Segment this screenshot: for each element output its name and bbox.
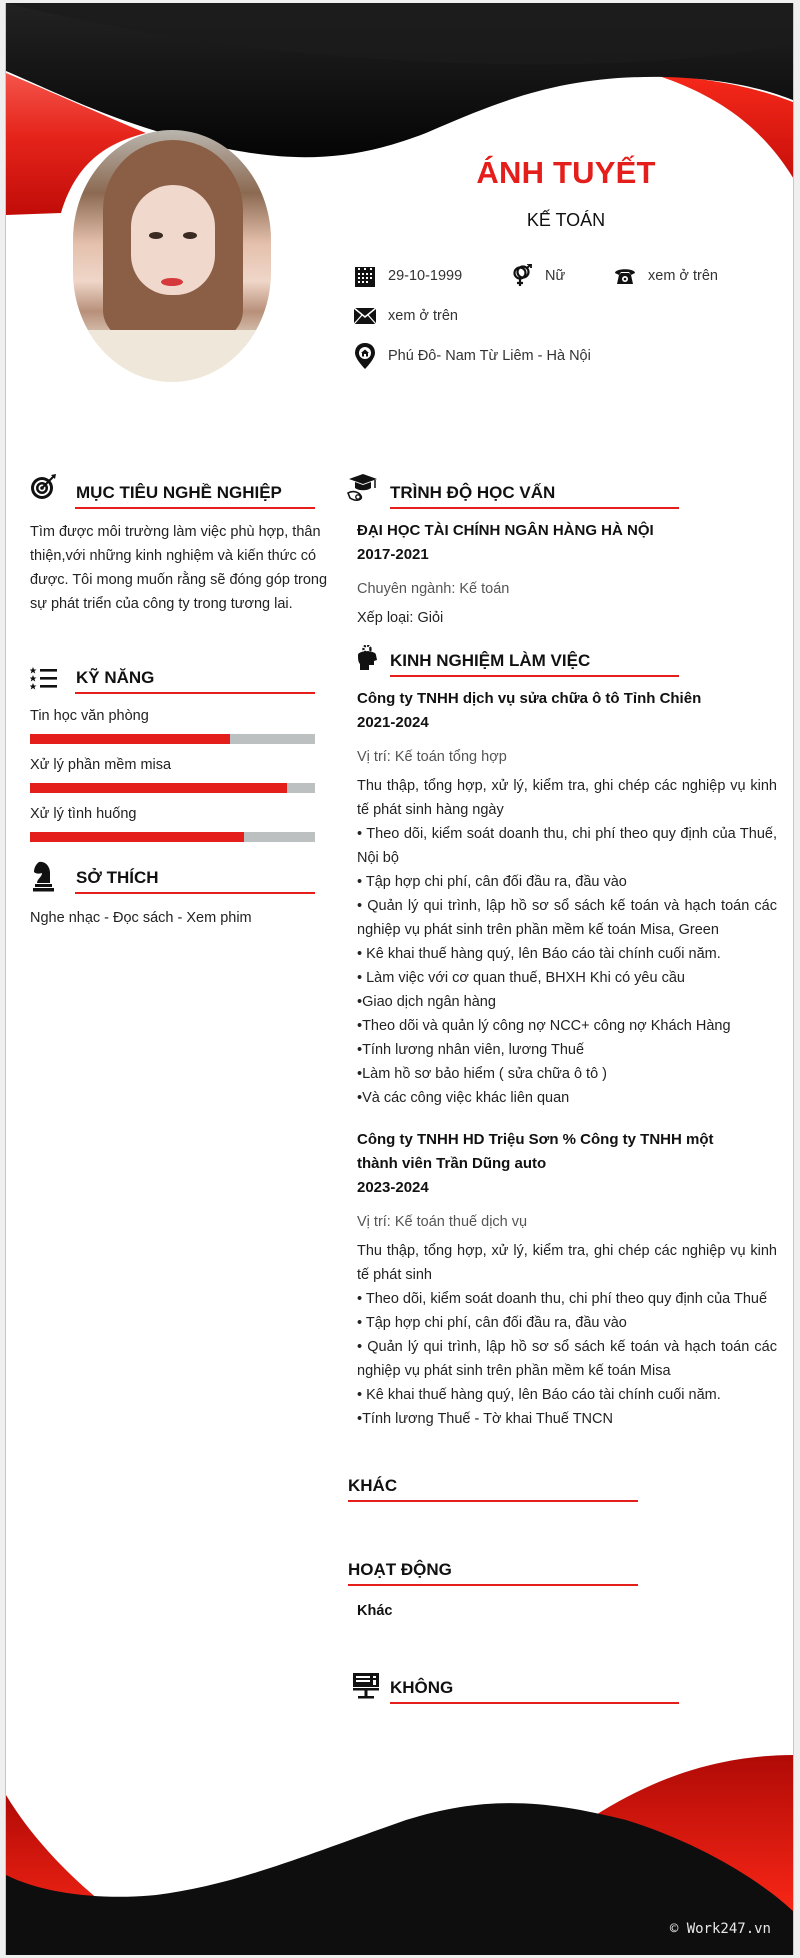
job-company: Công ty TNHH dịch vụ sửa chữa ô tô Tỉnh Chiên <box>357 690 702 707</box>
section-divider <box>75 507 315 509</box>
gender-value: Nữ <box>545 268 566 284</box>
gender-icon <box>511 265 533 287</box>
target-icon <box>30 473 58 501</box>
brand-watermark: © Work247.vn <box>669 1921 771 1937</box>
section-divider <box>390 675 679 677</box>
job-description <box>357 1239 777 1431</box>
profile-photo <box>73 130 271 382</box>
skill-progress-bar <box>30 783 315 793</box>
objective-text: Tìm được môi trường làm việc phù hợp, thân thiện,với những kinh nghiệm và kiến thức có được. Tôi mong muốn rằng sẽ đóng góp trong sự phát triển của công ty trong tương lai. <box>30 524 328 612</box>
phone-icon <box>614 265 636 287</box>
job-duty: • Kê khai thuế hàng quý, lên Báo cáo tài chính cuối năm. <box>357 1387 721 1403</box>
skill-progress-bar <box>30 832 315 842</box>
location-pin-icon <box>354 345 376 367</box>
activities-text: Khác <box>357 1603 393 1619</box>
job-duty: • Theo dõi, kiểm soát doanh thu, chi phí theo quy định của Thuế, Nội bộ <box>357 826 777 866</box>
candidate-name: ÁNH TUYẾT <box>476 155 656 190</box>
contact-phone <box>614 265 718 287</box>
calendar-icon <box>354 265 376 287</box>
education-title: TRÌNH ĐỘ HỌC VẤN <box>390 483 556 502</box>
contact-address <box>354 345 591 367</box>
job-duty: • Theo dõi, kiểm soát doanh thu, chi phí theo quy định của Thuế <box>357 1291 768 1307</box>
job-duty: • Tập hợp chi phí, cân đối đầu ra, đầu vào <box>357 874 627 890</box>
head-gear-icon <box>356 645 384 673</box>
skill-progress-bar <box>30 734 315 744</box>
hobbies-title: SỞ THÍCH <box>76 868 159 887</box>
hobbies-text: Nghe nhạc - Đọc sách - Xem phim <box>30 910 252 926</box>
education-grade: Xếp loại: Giỏi <box>357 610 444 626</box>
other-title: KHÁC <box>348 1476 398 1495</box>
cv-page <box>5 3 794 1955</box>
skill-label: Xử lý phần mềm misa <box>30 757 172 773</box>
job-position: Vị trí: Kế toán tổng hợp <box>357 749 507 765</box>
job-description <box>357 774 777 1110</box>
job-duty: •Giao dịch ngân hàng <box>357 994 496 1010</box>
phone-value: xem ở trên <box>648 268 718 284</box>
job-duty: •Tính lương nhân viên, lương Thuế <box>357 1042 585 1058</box>
job-duty: • Làm việc với cơ quan thuế, BHXH Khi có yêu cầu <box>357 970 685 986</box>
section-divider <box>75 892 315 894</box>
birthday-value: 29-10-1999 <box>388 268 463 284</box>
job-duty: •Làm hồ sơ bảo hiểm ( sửa chữa ô tô ) <box>357 1066 607 1082</box>
none-section-title: KHÔNG <box>390 1678 454 1697</box>
education-years: 2017-2021 <box>357 546 429 563</box>
contact-email <box>354 305 458 327</box>
job-duty: Thu thập, tổng hợp, xử lý, kiểm tra, ghi chép các nghiệp vụ kinh tế phát sinh hàng ngày <box>357 778 777 818</box>
section-divider <box>390 507 679 509</box>
job-duty: • Kê khai thuế hàng quý, lên Báo cáo tài chính cuối năm. <box>357 946 721 962</box>
experience-title: KINH NGHIỆM LÀM VIỆC <box>390 651 591 670</box>
graduation-cap-icon <box>347 473 379 501</box>
job-duty: • Quản lý qui trình, lập hồ sơ sổ sách kế toán và hạch toán các nghiệp vụ phát sinh trên phần mềm kế toán Misa, Green <box>357 898 777 938</box>
contact-gender <box>511 265 565 287</box>
job-duty: • Quản lý qui trình, lập hồ sơ sổ sách kế toán và hạch toán các nghiệp vụ phát sinh trên phần mềm kế toán Misa <box>357 1339 777 1379</box>
email-value: xem ở trên <box>388 308 458 324</box>
job-company: Công ty TNHH HD Triệu Sơn % Công ty TNHH một thành viên Trần Dũng auto <box>357 1131 714 1172</box>
skill-label: Tin học văn phòng <box>30 708 149 724</box>
contact-birthday <box>354 265 462 287</box>
job-title: KẾ TOÁN <box>526 210 606 230</box>
job-years: 2023-2024 <box>357 1179 429 1196</box>
job-duty: • Tập hợp chi phí, cân đối đầu ra, đầu vào <box>357 1315 627 1331</box>
section-divider <box>390 1702 679 1704</box>
job-years: 2021-2024 <box>357 714 429 731</box>
chess-knight-icon <box>32 860 60 888</box>
skill-label: Xử lý tình huống <box>30 806 137 822</box>
job-duty: Thu thập, tổng hợp, xử lý, kiểm tra, ghi chép các nghiệp vụ kinh tế phát sinh <box>357 1243 777 1283</box>
job-duty: •Tính lương Thuế - Tờ khai Thuế TNCN <box>357 1411 613 1427</box>
mail-icon <box>354 305 376 327</box>
job-duty: •Theo dõi và quản lý công nợ NCC+ công nợ Khách Hàng <box>357 1018 731 1034</box>
objective-title: MỤC TIÊU NGHỀ NGHIỆP <box>76 483 282 502</box>
section-divider <box>348 1584 638 1586</box>
section-divider <box>75 692 315 694</box>
job-duty: •Và các công việc khác liên quan <box>357 1090 570 1106</box>
presentation-board-icon <box>353 1673 381 1701</box>
activities-title: HOẠT ĐỘNG <box>348 1560 452 1579</box>
list-icon <box>30 666 58 694</box>
education-major: Chuyên ngành: Kế toán <box>357 581 510 597</box>
job-position: Vị trí: Kế toán thuế dịch vụ <box>357 1214 528 1230</box>
skills-title: KỸ NĂNG <box>76 668 155 687</box>
address-value: Phú Đô- Nam Từ Liêm - Hà Nội <box>388 348 591 364</box>
school-name: ĐẠI HỌC TÀI CHÍNH NGÂN HÀNG HÀ NỘI <box>357 522 654 539</box>
section-divider <box>348 1500 638 1502</box>
